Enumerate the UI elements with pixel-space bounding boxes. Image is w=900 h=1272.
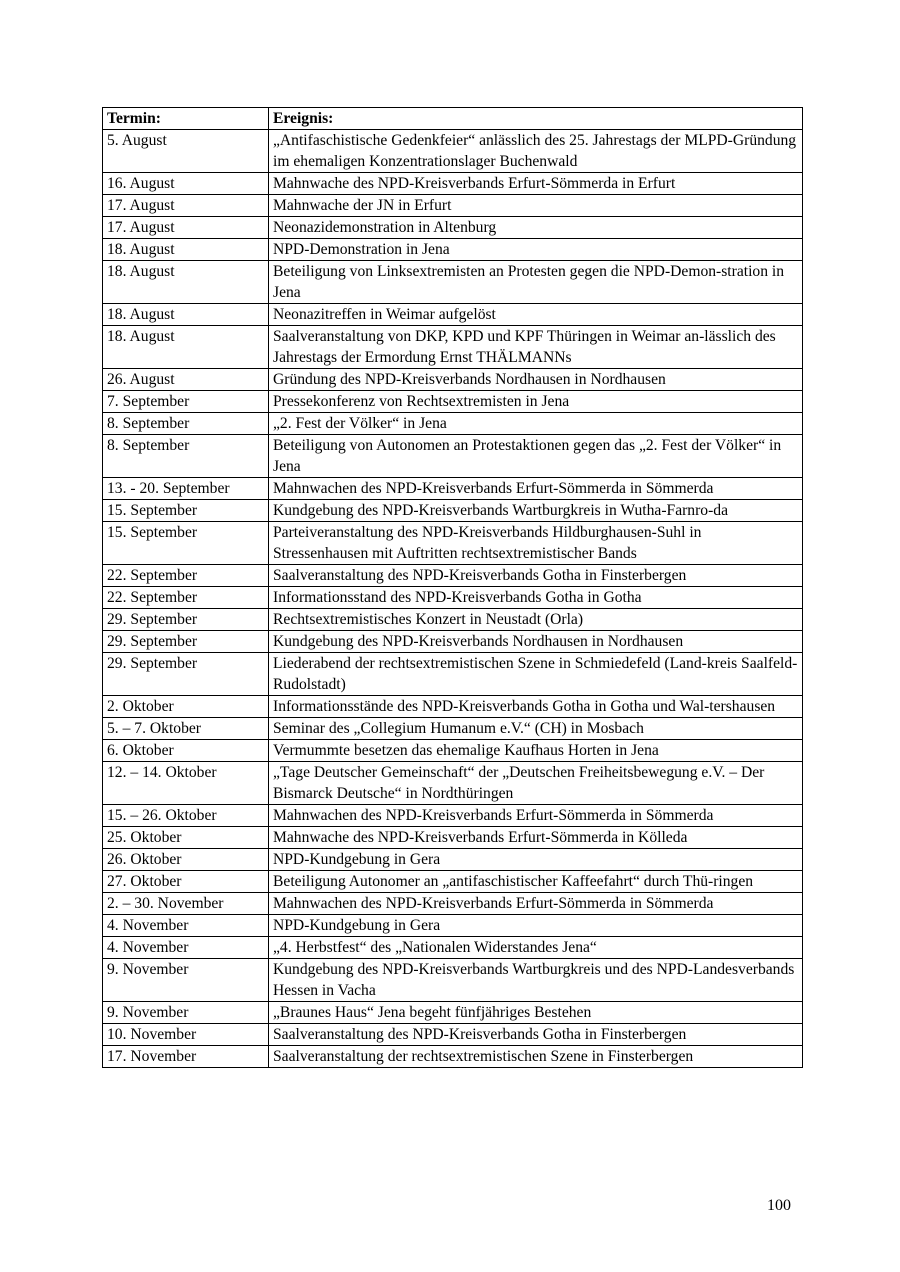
- table-body: [103, 130, 803, 1068]
- row-date: 4. November: [103, 937, 269, 959]
- row-event: „Tage Deutscher Gemeinschaft“ der „Deutschen Freiheitsbewegung e.V. – Der Bismarck Deutsche“ in Nordthüringen: [269, 762, 803, 805]
- table-row: [103, 893, 803, 915]
- table-row: [103, 827, 803, 849]
- row-date: 10. November: [103, 1024, 269, 1046]
- table-row: [103, 740, 803, 762]
- row-event: Beteiligung von Linksextremisten an Protesten gegen die NPD-Demon-stration in Jena: [269, 261, 803, 304]
- table-row: [103, 522, 803, 565]
- table-row: [103, 239, 803, 261]
- row-date: 5. – 7. Oktober: [103, 718, 269, 740]
- header-date: Termin:: [103, 108, 269, 130]
- header-event: Ereignis:: [269, 108, 803, 130]
- row-date: 29. September: [103, 653, 269, 696]
- table-row: [103, 1002, 803, 1024]
- row-event: Liederabend der rechtsextremistischen Szene in Schmiedefeld (Land-kreis Saalfeld-Rudolstadt): [269, 653, 803, 696]
- row-event: Beteiligung Autonomer an „antifaschistischer Kaffeefahrt“ durch Thü-ringen: [269, 871, 803, 893]
- table-row: [103, 805, 803, 827]
- table-row: [103, 173, 803, 195]
- table-row: [103, 565, 803, 587]
- row-date: 9. November: [103, 1002, 269, 1024]
- row-event: Neonazidemonstration in Altenburg: [269, 217, 803, 239]
- row-event: Seminar des „Collegium Humanum e.V.“ (CH) in Mosbach: [269, 718, 803, 740]
- row-event: Vermummte besetzen das ehemalige Kaufhaus Horten in Jena: [269, 740, 803, 762]
- row-date: 27. Oktober: [103, 871, 269, 893]
- table-row: [103, 304, 803, 326]
- row-event: Kundgebung des NPD-Kreisverbands Wartburgkreis in Wutha-Farnro-da: [269, 500, 803, 522]
- table-row: [103, 130, 803, 173]
- row-date: 18. August: [103, 326, 269, 369]
- row-event: Mahnwachen des NPD-Kreisverbands Erfurt-Sömmerda in Sömmerda: [269, 805, 803, 827]
- table-row: [103, 871, 803, 893]
- table-row: [103, 500, 803, 522]
- row-event: Mahnwachen des NPD-Kreisverbands Erfurt-Sömmerda in Sömmerda: [269, 893, 803, 915]
- row-date: 15. – 26. Oktober: [103, 805, 269, 827]
- row-event: „4. Herbstfest“ des „Nationalen Widerstandes Jena“: [269, 937, 803, 959]
- row-event: Mahnwache des NPD-Kreisverbands Erfurt-Sömmerda in Erfurt: [269, 173, 803, 195]
- row-event: Saalveranstaltung von DKP, KPD und KPF Thüringen in Weimar an-lässlich des Jahrestags der Ermordung Ernst THÄLMANNs: [269, 326, 803, 369]
- row-event: Beteiligung von Autonomen an Protestaktionen gegen das „2. Fest der Völker“ in Jena: [269, 435, 803, 478]
- row-event: Gründung des NPD-Kreisverbands Nordhausen in Nordhausen: [269, 369, 803, 391]
- row-date: 18. August: [103, 261, 269, 304]
- row-date: 17. August: [103, 217, 269, 239]
- row-date: 26. August: [103, 369, 269, 391]
- row-event: Pressekonferenz von Rechtsextremisten in Jena: [269, 391, 803, 413]
- table-row: [103, 696, 803, 718]
- row-event: Saalveranstaltung des NPD-Kreisverbands Gotha in Finsterbergen: [269, 1024, 803, 1046]
- table-row: [103, 937, 803, 959]
- table-row: [103, 1024, 803, 1046]
- table-row: [103, 391, 803, 413]
- row-date: 29. September: [103, 609, 269, 631]
- row-event: Mahnwache der JN in Erfurt: [269, 195, 803, 217]
- row-event: NPD-Kundgebung in Gera: [269, 849, 803, 871]
- row-event: Informationsstand des NPD-Kreisverbands Gotha in Gotha: [269, 587, 803, 609]
- row-event: „Antifaschistische Gedenkfeier“ anlässlich des 25. Jahrestags der MLPD-Gründung im ehemaligen Konzentrationslager Buchenwald: [269, 130, 803, 173]
- table-row: [103, 217, 803, 239]
- row-event: Informationsstände des NPD-Kreisverbands Gotha in Gotha und Wal-tershausen: [269, 696, 803, 718]
- table-row: [103, 915, 803, 937]
- table-row: [103, 435, 803, 478]
- row-date: 15. September: [103, 522, 269, 565]
- row-date: 17. August: [103, 195, 269, 217]
- table-row: [103, 959, 803, 1002]
- table-header-row: [103, 108, 803, 130]
- row-date: 4. November: [103, 915, 269, 937]
- table-row: [103, 587, 803, 609]
- events-table: [102, 107, 803, 1068]
- row-date: 12. – 14. Oktober: [103, 762, 269, 805]
- row-event: Parteiveranstaltung des NPD-Kreisverbands Hildburghausen-Suhl in Stressenhausen mit Auftritten rechtsextremistischer Bands: [269, 522, 803, 565]
- table-row: [103, 762, 803, 805]
- table-row: [103, 413, 803, 435]
- table-row: [103, 718, 803, 740]
- table-row: [103, 478, 803, 500]
- row-date: 18. August: [103, 239, 269, 261]
- row-date: 2. Oktober: [103, 696, 269, 718]
- row-date: 6. Oktober: [103, 740, 269, 762]
- row-date: 18. August: [103, 304, 269, 326]
- row-event: Mahnwache des NPD-Kreisverbands Erfurt-Sömmerda in Kölleda: [269, 827, 803, 849]
- table-row: [103, 326, 803, 369]
- row-event: Saalveranstaltung der rechtsextremistischen Szene in Finsterbergen: [269, 1046, 803, 1068]
- row-date: 26. Oktober: [103, 849, 269, 871]
- row-event: „2. Fest der Völker“ in Jena: [269, 413, 803, 435]
- row-date: 7. September: [103, 391, 269, 413]
- row-date: 29. September: [103, 631, 269, 653]
- row-event: Kundgebung des NPD-Kreisverbands Nordhausen in Nordhausen: [269, 631, 803, 653]
- row-date: 5. August: [103, 130, 269, 173]
- page-number: 100: [767, 1197, 791, 1214]
- row-date: 8. September: [103, 413, 269, 435]
- row-event: Mahnwachen des NPD-Kreisverbands Erfurt-Sömmerda in Sömmerda: [269, 478, 803, 500]
- row-date: 2. – 30. November: [103, 893, 269, 915]
- row-date: 25. Oktober: [103, 827, 269, 849]
- row-date: 22. September: [103, 587, 269, 609]
- row-date: 8. September: [103, 435, 269, 478]
- table-row: [103, 631, 803, 653]
- row-event: Neonazitreffen in Weimar aufgelöst: [269, 304, 803, 326]
- row-date: 9. November: [103, 959, 269, 1002]
- table-row: [103, 609, 803, 631]
- row-event: Saalveranstaltung des NPD-Kreisverbands Gotha in Finsterbergen: [269, 565, 803, 587]
- row-event: NPD-Kundgebung in Gera: [269, 915, 803, 937]
- table-row: [103, 1046, 803, 1068]
- row-date: 13. - 20. September: [103, 478, 269, 500]
- row-event: „Braunes Haus“ Jena begeht fünfjähriges Bestehen: [269, 1002, 803, 1024]
- table-row: [103, 195, 803, 217]
- row-date: 17. November: [103, 1046, 269, 1068]
- table-row: [103, 653, 803, 696]
- row-event: Rechtsextremistisches Konzert in Neustadt (Orla): [269, 609, 803, 631]
- row-event: Kundgebung des NPD-Kreisverbands Wartburgkreis und des NPD-Landesverbands Hessen in Vacha: [269, 959, 803, 1002]
- row-date: 16. August: [103, 173, 269, 195]
- row-date: 15. September: [103, 500, 269, 522]
- row-date: 22. September: [103, 565, 269, 587]
- table-row: [103, 369, 803, 391]
- row-event: NPD-Demonstration in Jena: [269, 239, 803, 261]
- table-row: [103, 849, 803, 871]
- table-row: [103, 261, 803, 304]
